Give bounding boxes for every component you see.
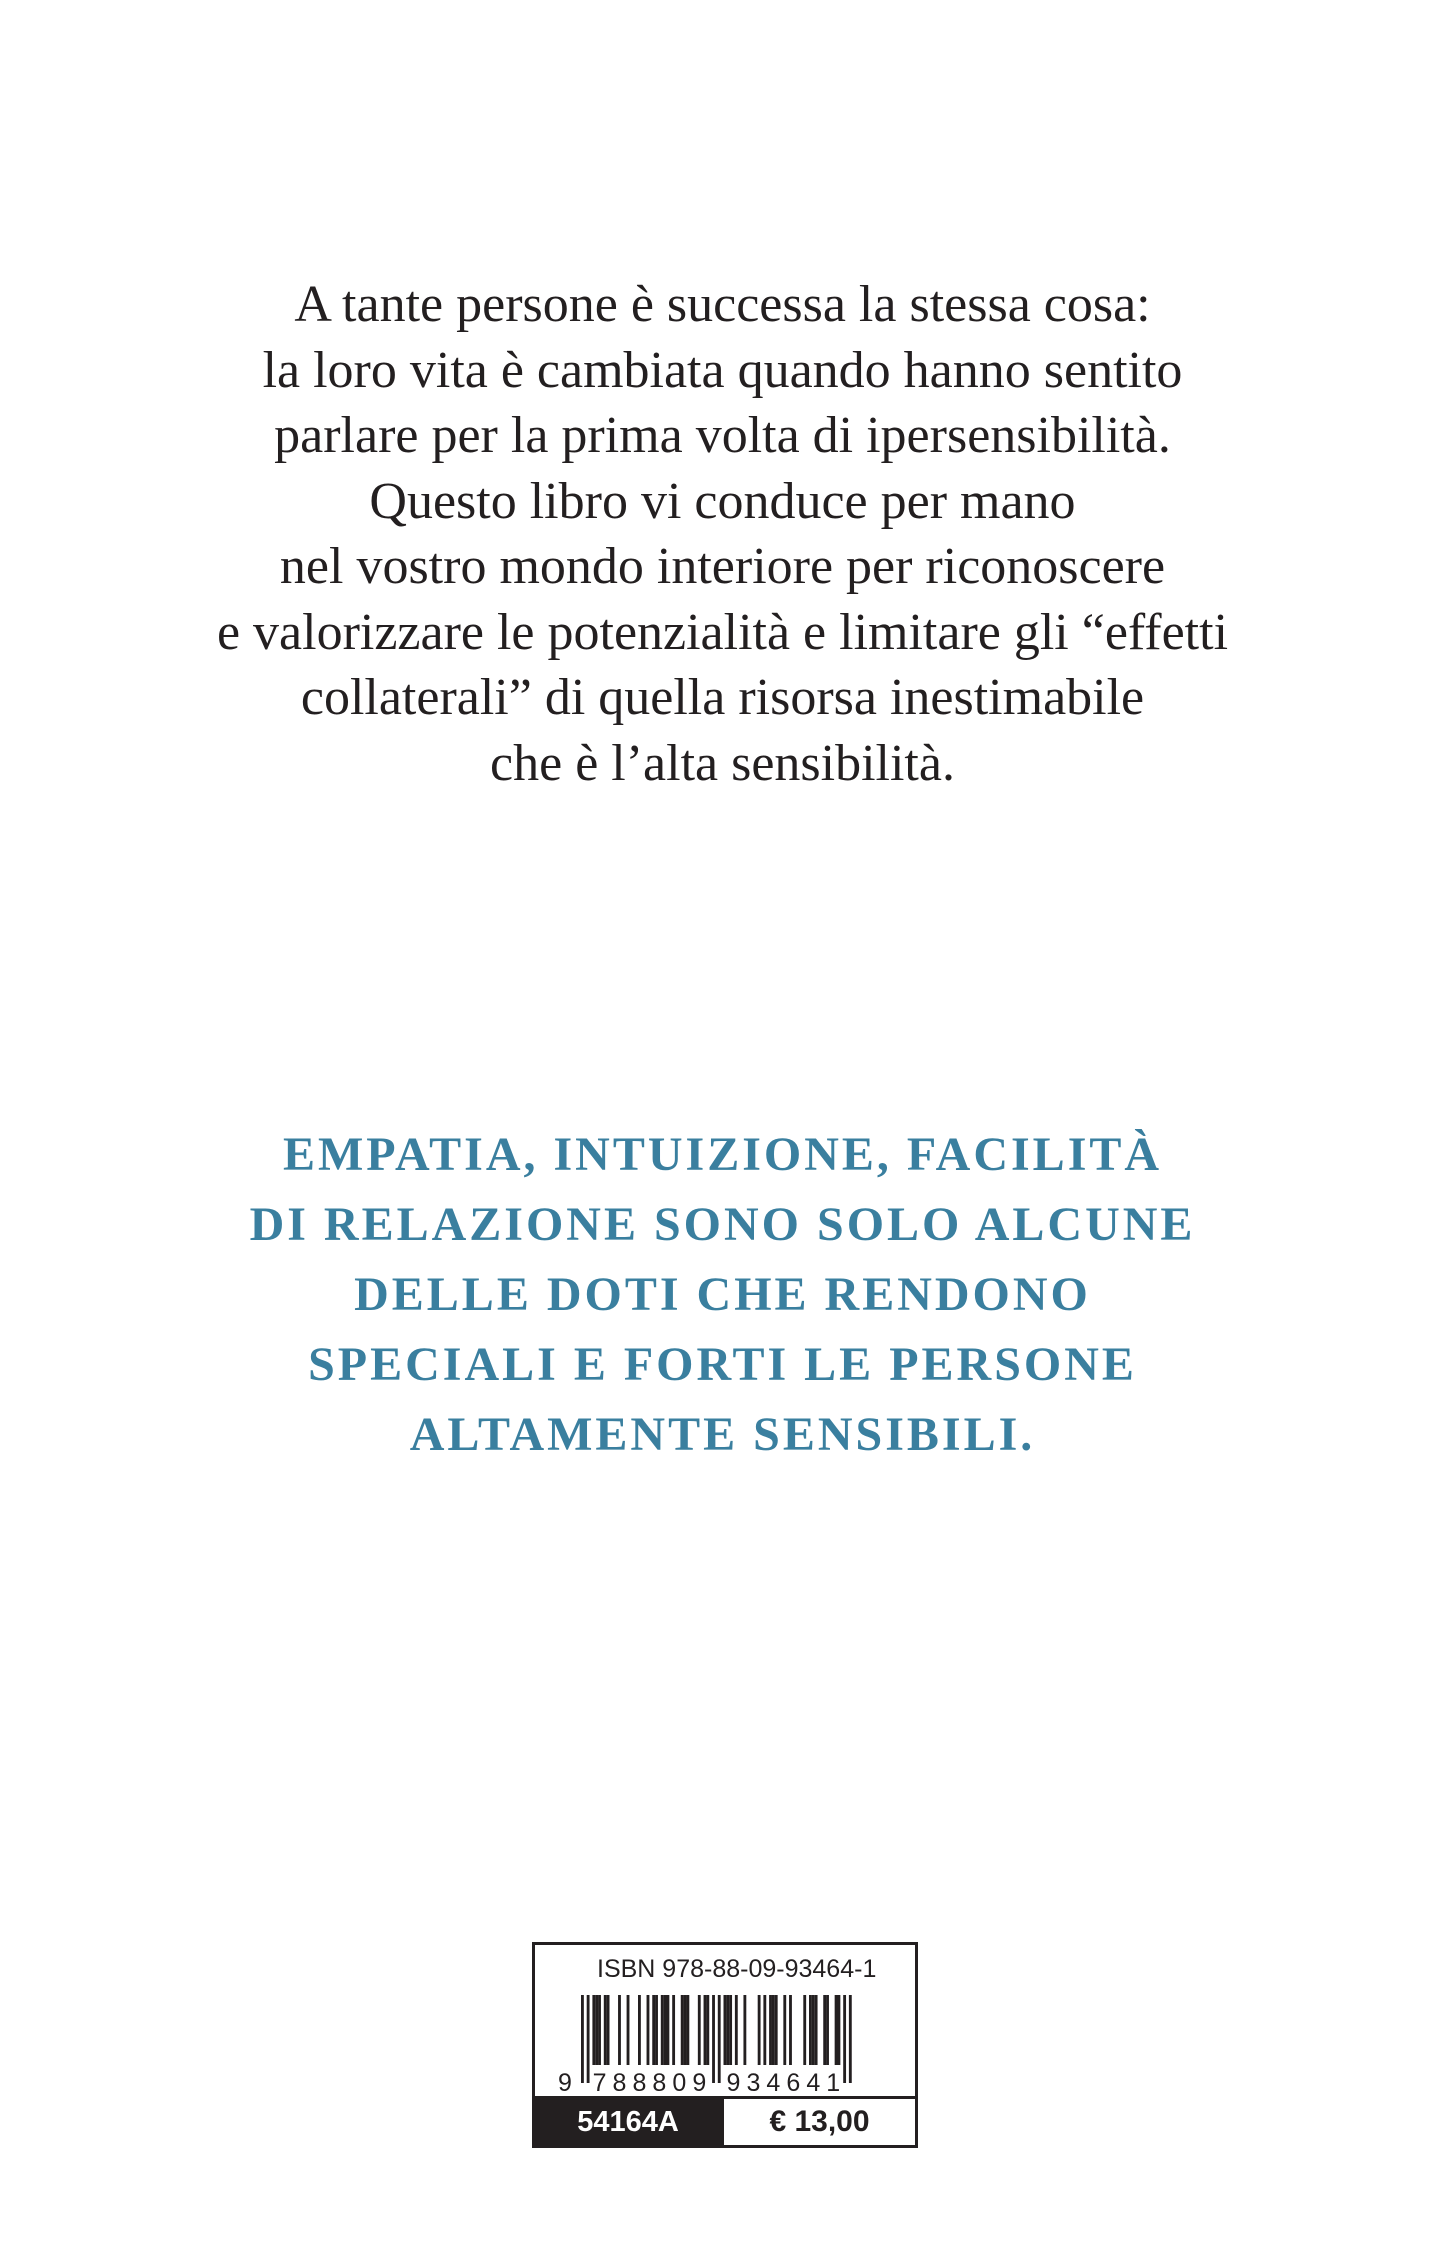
barcode-digit: 4: [766, 2069, 781, 2097]
blurb-line: la loro vita è cambiata quando hanno sentito: [262, 341, 1183, 399]
barcode-bar: [664, 1995, 667, 2065]
barcode-bar: [661, 1995, 664, 2065]
barcode-bar: [763, 1995, 766, 2065]
back-cover-blurb: [0, 272, 1445, 796]
blurb-line: nel vostro mondo interiore per riconoscere: [279, 538, 1166, 595]
barcode-bar: [789, 1995, 792, 2065]
barcode-digit: 6: [786, 2069, 801, 2097]
barcode-digit: 9: [726, 2069, 741, 2097]
barcode-graphic: [535, 1945, 915, 2101]
barcode-bar: [826, 1995, 829, 2065]
barcode-bar: [783, 1995, 786, 2065]
blurb-line: che è l’alta sensibilità.: [490, 734, 955, 792]
barcode-bar: [743, 1995, 746, 2065]
barcode-bar: [809, 1995, 812, 2065]
tagline-line: EMPATIA, INTUIZIONE, FACILITÀ: [282, 1128, 1163, 1181]
barcode-bar: [607, 1995, 610, 2065]
barcode-digit: 8: [612, 2069, 627, 2097]
tagline-line: SPECIALI E FORTI LE PERSONE: [308, 1338, 1137, 1391]
barcode-bar: [823, 1995, 826, 2065]
barcode-bar: [769, 1995, 772, 2065]
isbn-label: ISBN 978-88-09-93464-1: [597, 1955, 877, 1983]
barcode-digit: 0: [672, 2069, 687, 2097]
barcode-bar: [581, 1995, 584, 2083]
tagline: [0, 1120, 1445, 1470]
barcode-bar: [672, 1995, 675, 2065]
barcode-bar: [803, 1995, 806, 2065]
barcode-digit: 9: [558, 2069, 572, 2097]
barcode-digit: 4: [806, 2069, 821, 2097]
barcode-bar: [647, 1995, 650, 2065]
barcode-digit: 1: [826, 2069, 841, 2097]
barcode-bar: [726, 1995, 729, 2065]
barcode-bar: [838, 1995, 841, 2065]
barcode-bar: [684, 1995, 687, 2065]
barcode-bar: [724, 1995, 727, 2065]
barcode-bar: [598, 1995, 601, 2065]
barcode-digit: 8: [652, 2069, 667, 2097]
tagline-line: DI RELAZIONE SONO SOLO ALCUNE: [249, 1198, 1196, 1251]
barcode-bar: [652, 1995, 655, 2065]
barcode-bar: [775, 1995, 778, 2065]
blurb-line: parlare per la prima volta di ipersensibilità.: [274, 407, 1171, 464]
tagline-line: DELLE DOTI CHE RENDONO: [354, 1268, 1091, 1321]
barcode-bar: [718, 1995, 721, 2083]
barcode-digit: 8: [632, 2069, 647, 2097]
barcode-bar: [638, 1995, 641, 2065]
barcode-bar: [758, 1995, 761, 2065]
blurb-line: collaterali” di quella risorsa inestimabile: [300, 669, 1145, 726]
barcode-bar: [595, 1995, 598, 2065]
price-label: € 13,00: [721, 2099, 915, 2145]
barcode-digit: 7: [592, 2069, 607, 2097]
barcode-bar: [712, 1995, 715, 2083]
blurb-line: A tante persone è successa la stessa cosa:: [294, 276, 1151, 333]
barcode-bar: [729, 1995, 732, 2065]
barcode-bar: [698, 1995, 701, 2065]
barcode-bar: [587, 1995, 590, 2083]
barcode-bar: [704, 1995, 707, 2065]
barcode-bar: [706, 1995, 709, 2065]
barcode-bar: [812, 1995, 815, 2065]
barcode-bar: [627, 1995, 630, 2065]
blurb-line: Questo libro vi conduce per mano: [369, 472, 1076, 530]
barcode-bar: [772, 1995, 775, 2065]
blurb-line: e valorizzare le potenzialità e limitare gli “effetti: [216, 603, 1229, 661]
barcode-bar: [618, 1995, 621, 2065]
barcode-digits: [558, 2069, 840, 2097]
barcode-bar: [592, 1995, 595, 2065]
tagline-line: ALTAMENTE SENSIBILI.: [409, 1408, 1036, 1461]
barcode-digit: 9: [692, 2069, 707, 2097]
barcode-bar: [667, 1995, 670, 2065]
barcode-bar: [681, 1995, 684, 2065]
barcode-bar: [849, 1995, 852, 2083]
barcode-bar: [604, 1995, 607, 2065]
barcode-digit: 3: [746, 2069, 761, 2097]
barcode-bar: [735, 1995, 738, 2065]
barcode-bar: [843, 1995, 846, 2083]
barcode-box: [532, 1942, 918, 2148]
barcode-bar: [655, 1995, 658, 2065]
price-row: [535, 2096, 915, 2145]
barcode-bar: [815, 1995, 818, 2065]
barcode-bar: [686, 1995, 689, 2065]
product-code: 54164A: [535, 2099, 721, 2145]
barcode-bar: [835, 1995, 838, 2065]
